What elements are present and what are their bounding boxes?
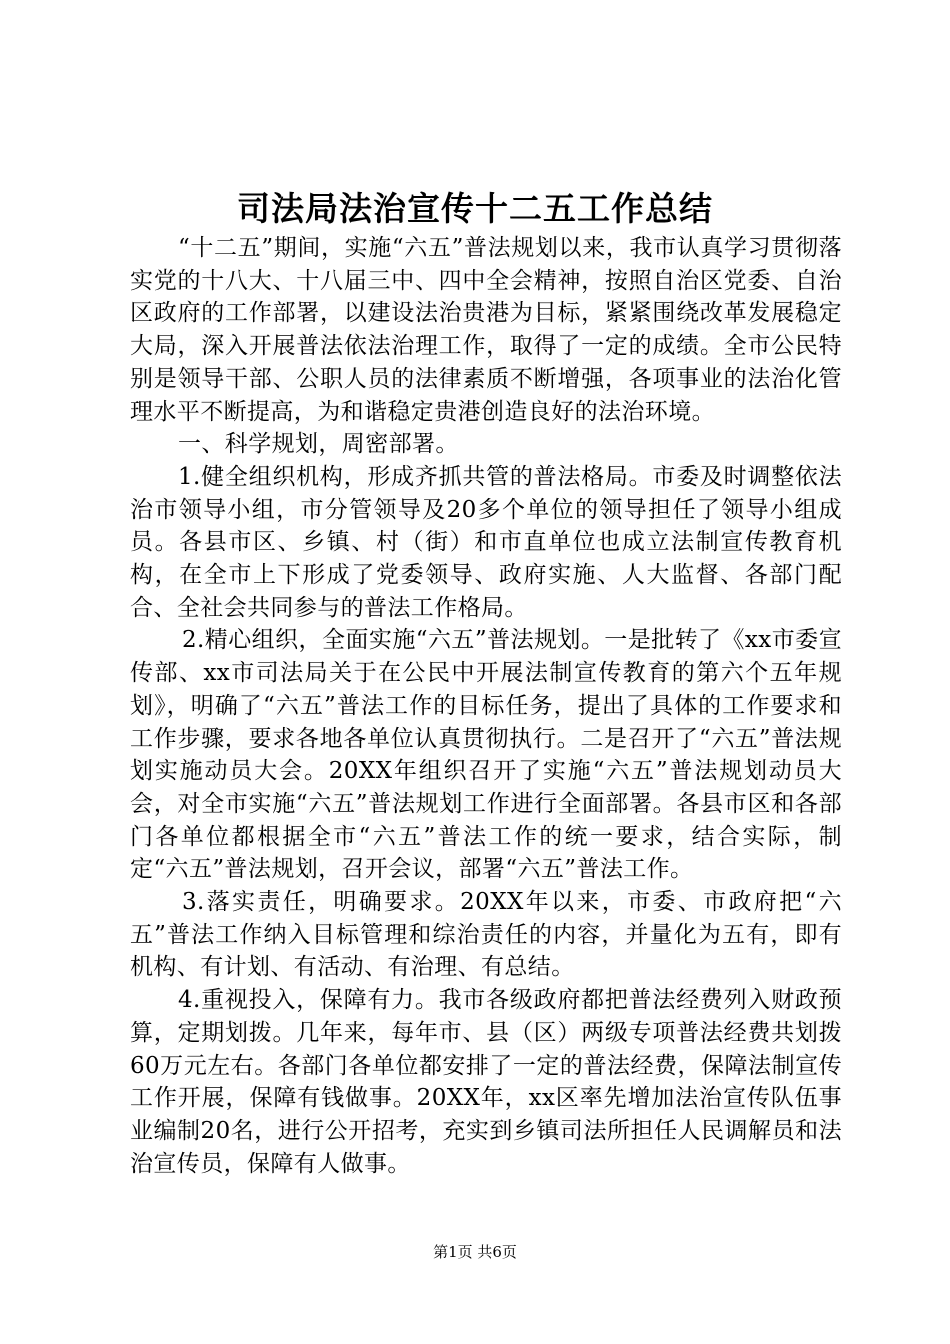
item-paragraph-4: 4.重视投入，保障有力。我市各级政府都把普法经费列入财政预算，定期划拨。几年来，每年市、县（区）两级专项普法经费共划拨60万元左右。各部门各单位都安排了一定的普法经费，保障法制宣传工作开展，保障有钱做事。20XX年，xx区率先增加法治宣传队伍事业编制20名，进行公开招考，充实到乡镇司法所担任人民调解员和法治宣传员，保障有人做事。 (130, 987, 842, 1177)
document-body (130, 232, 842, 1180)
item-paragraph-2: 2.精心组织，全面实施“六五”普法规划。一是批转了《xx市委宣传部、xx市司法局关于在公民中开展法制宣传教育的第六个五年规划》，明确了“六五”普法工作的目标任务，提出了具体的工作要求和工作步骤，要求各地各单位认真贯彻执行。二是召开了“六五”普法规划实施动员大会。20XX年组织召开了实施“六五”普法规划动员大会，对全市实施“六五”普法规划工作进行全面部署。各县市区和各部门各单位都根据全市“六五”普法工作的统一要求，结合实际，制定“六五”普法规划，召开会议，部署“六五”普法工作。 (130, 627, 842, 883)
section-heading-1: 一、科学规划，周密部署。 (178, 431, 459, 458)
page-number-footer: 第1页 共6页 (433, 1243, 517, 1261)
document-title: 司法局法治宣传十二五工作总结 (237, 189, 713, 228)
item-paragraph-3: 3.落实责任，明确要求。20XX年以来，市委、市政府把“六五”普法工作纳入目标管理和综治责任的内容，并量化为五有，即有机构、有计划、有活动、有治理、有总结。 (130, 889, 842, 981)
item-paragraph-1: 1.健全组织机构，形成齐抓共管的普法格局。市委及时调整依法治市领导小组，市分管领导及20多个单位的领导担任了领导小组成员。各县市区、乡镇、村（街）和市直单位也成立法制宣传教育机构，在全市上下形成了党委领导、政府实施、人大监督、各部门配合、全社会共同参与的普法工作格局。 (130, 463, 842, 621)
intro-paragraph: “十二五”期间，实施“六五”普法规划以来，我市认真学习贯彻落实党的十八大、十八届三中、四中全会精神，按照自治区党委、自治区政府的工作部署，以建设法治贵港为目标，紧紧围绕改革发展稳定大局，深入开展普法依法治理工作，取得了一定的成绩。全市公民特别是领导干部、公职人员的法律素质不断增强，各项事业的法治化管理水平不断提高，为和谐稳定贵港创造良好的法治环境。 (130, 235, 842, 425)
